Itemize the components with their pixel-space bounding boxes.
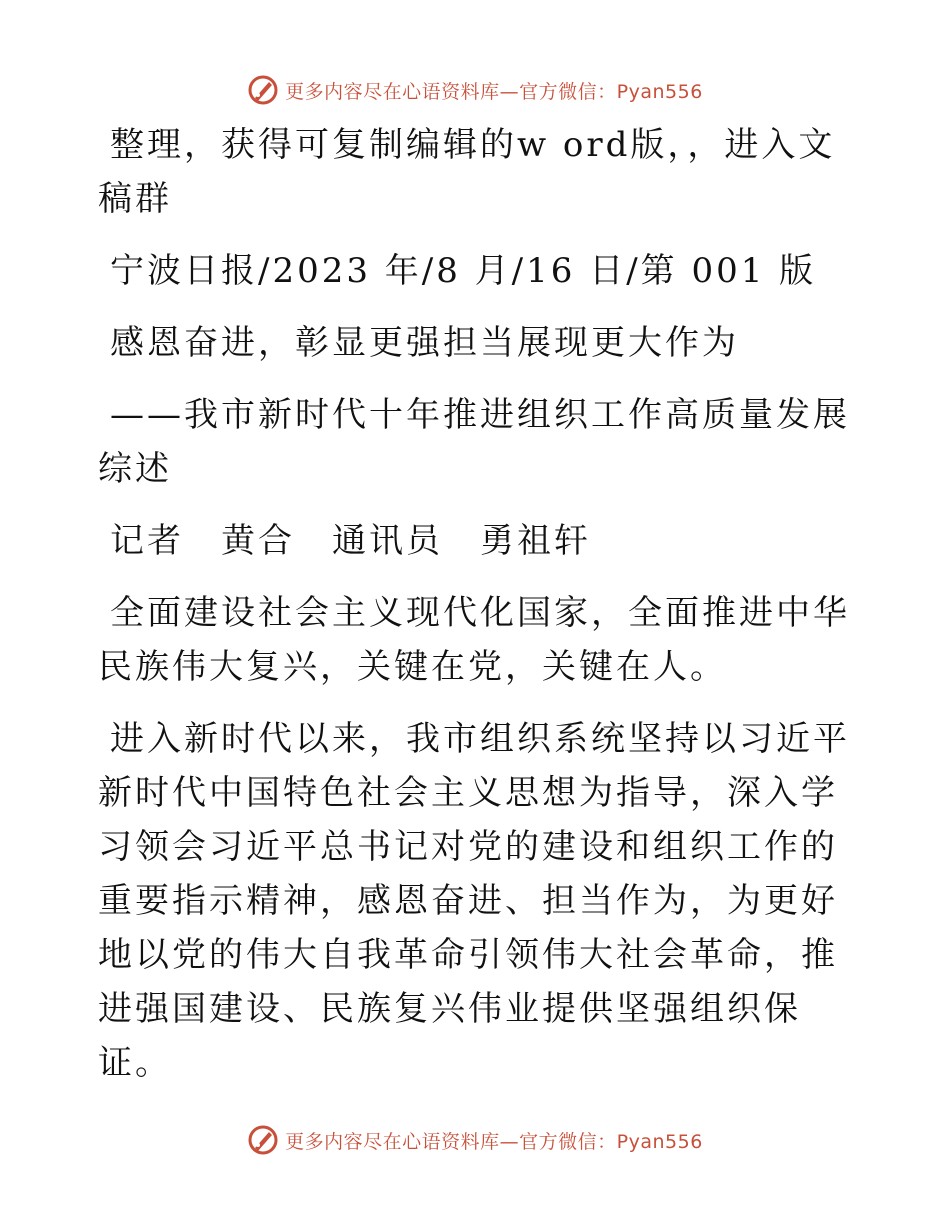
body-paragraph: 全面建设社会主义现代化国家，全面推进中华民族伟大复兴，关键在党，关键在人。 [98, 593, 850, 687]
banner-text: 更多内容尽在心语资料库—官方微信：Pyan556 [285, 80, 703, 103]
pen-logo-icon [247, 1124, 279, 1156]
byline: 记者 黄合 通讯员 勇祖轩 [110, 521, 591, 561]
banner-text: 更多内容尽在心语资料库—官方微信：Pyan556 [285, 1130, 703, 1153]
body-paragraph: 进入新时代以来，我市组织系统坚持以习近平新时代中国特色社会主义思想为指导，深入学习领会习近平总书记对党的建设和组织工作的重要指示精神，感恩奋进、担当作为，为更好地以党的伟大自我革命引领伟大社会革命，推进强国建设、民族复兴伟业提供坚强组织保证。 [98, 719, 850, 1083]
publication-line: 宁波日报/2023 年/8 月/16 日/第 001 版 [110, 251, 817, 291]
intro-note: 整理，获得可复制编辑的w ord版，，进入文稿群 [98, 125, 836, 219]
header-watermark-banner [0, 72, 950, 108]
article-subtitle: ——我市新时代十年推进组织工作高质量发展综述 [98, 395, 850, 489]
document-body [98, 118, 858, 1108]
article-title: 感恩奋进，彰显更强担当展现更大作为 [110, 323, 739, 363]
footer-watermark-banner [0, 1122, 950, 1158]
pen-logo-icon [247, 74, 279, 106]
